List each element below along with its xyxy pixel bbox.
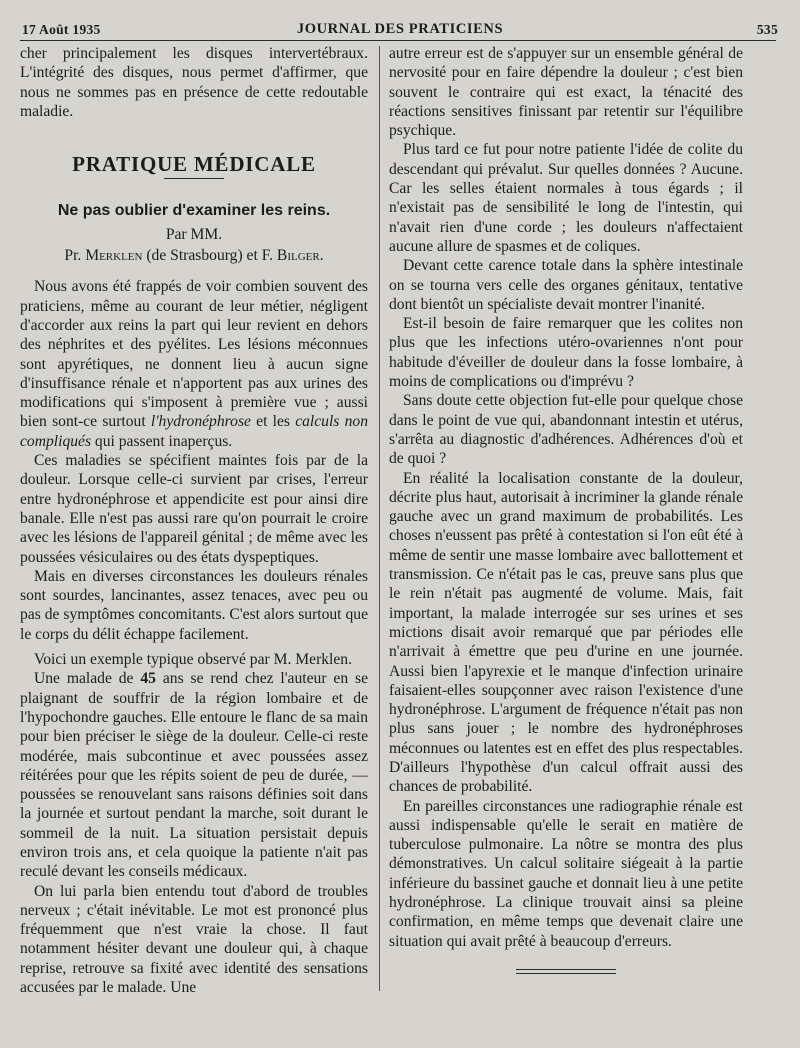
paragraph: En réalité la localisation constante de la douleur, décrite plus haut, autorisait à incriminer la glande rénale gauche avec un grand maximum de probabilités. Les choses n'eussent pas prêté à contestation si l'on eût été à même de sentir une masse lombaire avec ballottement et transmission. Ce n'était pas le cas, preuve sans plus que le rein n'était pas augmenté de volume. Mais, fait important, la malade interrogée sur ses urines et ses mictions disait avoir remarqué que par périodes elle n'arrivait à émettre que peu d'urine en une journée. Aussi bien l'apyrexie et le manque d'infection urinaire faisaient-elles soupçonner avec raison l'existence d'une hydronéphrose. L'argument de fréquence n'était pas non plus sans jouer ; le nombre des hydronéphroses méconnues ou latentes est en effet des plus respectables. D'ailleurs l'hypothèse d'un calcul offrait aussi des chances de probabilité. (389, 469, 743, 796)
paragraph: En pareilles circonstances une radiographie rénale est aussi indispensable qu'elle le serait en matière de tuberculose pulmonaire. La nôtre se montra des plus démonstratives. Un calcul solitaire siégeait à la partie inférieure du bassinet gauche et donnait lieu à une petite hydronéphrose. La clinique trouvait ainsi sa pleine confirmation, en même temps que devenait claire une situation qui avait prêté à beaucoup d'erreurs. (389, 797, 743, 950)
left-column (20, 44, 368, 997)
running-header (22, 12, 778, 38)
header-rule (20, 40, 776, 41)
continued-paragraph: cher principalement les disques intervertébraux. L'intégrité des disques, nous permet d'affirmer, que nous ne sommes pas en présence de cette redoutable maladie. (20, 45, 368, 120)
section-title: PRATIQUE MÉDICALE (72, 152, 316, 177)
author1-prefix: Pr. (64, 247, 86, 265)
column-divider (379, 46, 380, 991)
end-rule (516, 973, 616, 974)
paragraph-text: Nous avons été frappés de voir combien souvent des praticiens, même au courant de leur métier, négligent d'accorder aux reins la part qui leur revient en dehors des néphrites et des pyélites. Les lésions méconnues sont apyrétiques, ne donnent lieu à aucun signe d'insuffisance rénale et n'apportent pas aux urines des modifications qui s'imposent à première vue ; aussi bien sont-ce surtout (20, 278, 368, 431)
paragraph-text: ans se rend chez l'auteur en se plaignant de souffrir de la région lombaire et de l'hypochondre gauches. Elle entoure le flanc de sa main pour bien préciser le siège de la douleur. Celle-ci reste modérée, mais subcontinue et avec poussées assez réitérées pour que les répits soient de peu de durée, — poussées se renouvelant sans raisons définies soit dans la journée et surtout pendant la marche, soit durant le sommeil de la nuit. La situation persistait depuis environ trois ans, et cela quoique la patiente n'ait pas reculé devant les conseils médicaux. (20, 670, 368, 881)
paragraph: Sans doute cette objection fut-elle pour quelque chose dans le point de vue qui, abandonnant intestin et utérus, s'arrêta au diagnostic d'adhérences. Adhérences d'où et de quoi ? (389, 392, 743, 468)
article-title: Ne pas oublier d'examiner les reins. (57, 202, 331, 220)
paragraph: Voici un exemple typique observé par M. Merklen. (34, 651, 353, 669)
paragraph-text: et les (250, 413, 296, 431)
paragraph-emphasis: calculs non compliqués (20, 413, 368, 450)
article-end-rules (516, 969, 616, 974)
paragraph: autre erreur est de s'appuyer sur un ensemble général de nervosité pour en faire dépendre la douleur ; c'est bien souvent le contraire qui est exact, la ténacité des réactions sensitives finissant par retentir sur l'équilibre psychique. (389, 45, 743, 140)
end-rule (516, 969, 616, 970)
paragraph: On lui parla bien entendu tout d'abord de troubles nerveux ; c'était inévitable. Le mot est prononcé plus fréquemment que n'est vraie la chose. Il faut notamment hésiter devant une douleur qui, à chaque reprise, retrouve sa fixité avec identité des sensations accusées par le malade. Une (20, 882, 368, 997)
paragraph-number: 45 (140, 670, 156, 688)
section-rule (164, 178, 224, 179)
paragraph-emphasis: l'hydronéphrose (150, 413, 251, 431)
paragraph (20, 669, 368, 881)
paragraph-text: Une malade de (34, 670, 141, 688)
paragraph: Plus tard ce fut pour notre patiente l'idée de colite du descendant qui prévalut. Sur quelles données ? Aucune. Car les selles étaient normales à tous égards ; il n'existait pas de sensibilité le long de l'intestin, qui n'avait rien d'une corde ; les douleurs n'affectaient aucune allure de spasmes et de coliques. (389, 141, 743, 255)
paragraph: Ces maladies se spécifient maintes fois par de la douleur. Lorsque celle-ci survient par crises, l'erreur entre hydronéphrose et appendicite est pour ainsi dire banale. Elle n'est pas aussi rare qu'on pourrait le croire avec les lésions de l'appareil génital ; de même avec les poussées vésiculaires ou des états dyspeptiques. (20, 452, 368, 566)
paragraph-text: qui passent inaperçus. (91, 432, 233, 450)
header-page-number: 535 (756, 22, 778, 37)
paragraph: Mais en diverses circonstances les douleurs rénales sont sourdes, lancinantes, assez tenaces, avec peu ou pas de symptômes concomitants. C'est alors surtout que le corps du délit échappe facilement. (20, 567, 368, 643)
author1-suffix: (de Strasbourg) et F. (142, 247, 277, 265)
byline-prefix: Par MM. (165, 225, 223, 243)
author1-name: Merklen (85, 247, 143, 265)
header-journal-title: JOURNAL DES PRATICIENS (296, 21, 504, 37)
author2-name: Bilger. (276, 247, 324, 265)
paragraph: Est-il besoin de faire remarquer que les colites non plus que les infections utéro-ovariennes n'ont pour habitude d'éveiller de douleur dans la fosse lombaire, à moins de complications ou d'imprévu ? (389, 315, 743, 391)
byline-authors (20, 246, 368, 265)
right-column (389, 44, 743, 977)
header-date: 17 Août 1935 (22, 22, 101, 37)
paragraph: Devant cette carence totale dans la sphère intestinale on se tourna vers celle des organes génitaux, tentative dont bientôt un spécialiste devait montrer l'inanité. (389, 257, 743, 313)
paragraph (20, 277, 368, 451)
